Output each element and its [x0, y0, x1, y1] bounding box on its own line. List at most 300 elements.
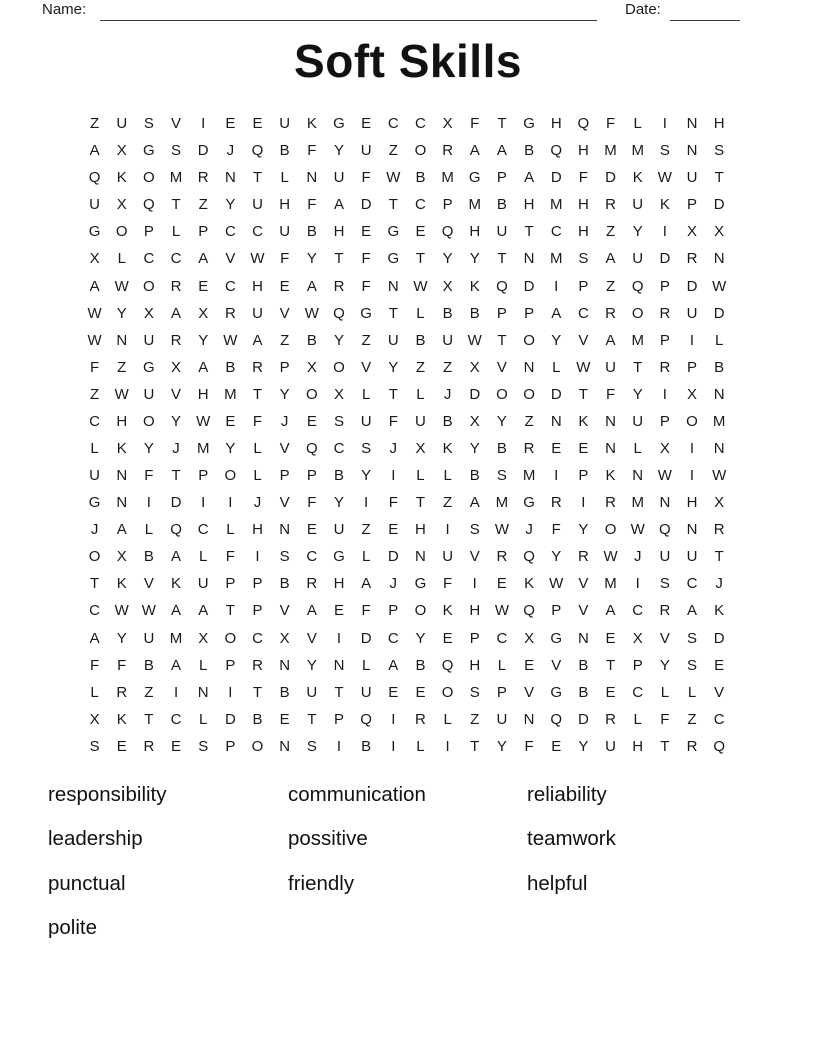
grid-letter: S: [198, 737, 209, 755]
grid-letter: P: [524, 304, 535, 322]
grid-letter: A: [524, 169, 535, 187]
grid-letter: Q: [333, 304, 345, 322]
grid-letter: B: [333, 467, 344, 485]
grid-letter: P: [388, 602, 399, 620]
grid-letter: D: [387, 548, 399, 566]
grid-letter: A: [89, 277, 100, 295]
grid-letter: R: [686, 250, 698, 268]
grid-letter: P: [496, 169, 507, 187]
grid-letter: X: [524, 629, 535, 647]
grid-letter: M: [631, 331, 644, 349]
grid-letter: Y: [496, 737, 507, 755]
grid-letter: X: [116, 196, 127, 214]
grid-letter: N: [605, 439, 616, 457]
grid-letter: Z: [443, 358, 453, 376]
grid-letter: D: [469, 385, 481, 403]
grid-letter: E: [388, 521, 399, 539]
grid-letter: X: [714, 494, 725, 512]
grid-letter: R: [197, 169, 209, 187]
grid-letter: C: [333, 439, 345, 457]
grid-letter: J: [172, 439, 180, 457]
grid-letter: J: [443, 385, 452, 403]
grid-letter: U: [632, 196, 644, 214]
grid-letter: Q: [441, 223, 454, 241]
grid-letter: Z: [361, 331, 371, 349]
grid-letter: M: [604, 142, 617, 160]
grid-letter: L: [633, 710, 642, 728]
grid-letter: Y: [578, 521, 589, 539]
word-list-column: [527, 773, 616, 906]
grid-letter: Y: [333, 142, 344, 160]
grid-letter: K: [442, 439, 453, 457]
grid-letter: H: [252, 277, 263, 295]
grid-letter: U: [143, 385, 155, 403]
grid-letter: T: [415, 250, 426, 268]
grid-letter: F: [578, 169, 588, 187]
grid-letter: J: [715, 575, 723, 593]
grid-letter: N: [577, 629, 589, 647]
grid-letter: P: [578, 277, 589, 295]
grid-letter: E: [605, 629, 616, 647]
grid-letter: B: [442, 304, 453, 322]
grid-letter: G: [333, 115, 345, 133]
word-list-item: leadership: [48, 827, 143, 851]
grid-letter: R: [659, 602, 671, 620]
grid-letter: H: [469, 223, 481, 241]
grid-letter: A: [388, 656, 399, 674]
grid-letter: R: [523, 439, 535, 457]
grid-letter: C: [224, 277, 236, 295]
grid-letter: Q: [88, 169, 101, 187]
grid-letter: Z: [198, 196, 208, 214]
grid-letter: A: [89, 629, 100, 647]
grid-letter: F: [605, 115, 616, 133]
grid-letter: Q: [251, 142, 264, 160]
grid-letter: E: [252, 115, 263, 133]
grid-letter: J: [90, 521, 99, 539]
date-blank-line: [670, 1, 740, 21]
grid-letter: P: [225, 575, 236, 593]
grid-letter: I: [445, 737, 450, 755]
grid-letter: Q: [550, 710, 563, 728]
name-label: Name:: [42, 1, 87, 18]
grid-letter: Y: [469, 439, 480, 457]
grid-letter: U: [252, 196, 263, 214]
grid-letter: A: [171, 602, 182, 620]
grid-letter: Z: [280, 331, 290, 349]
grid-letter: H: [116, 412, 128, 430]
grid-letter: Y: [279, 385, 290, 403]
grid-letter: G: [468, 169, 481, 187]
grid-letter: C: [252, 629, 263, 647]
grid-letter: P: [225, 656, 236, 674]
grid-letter: H: [523, 196, 535, 214]
grid-letter: Q: [523, 602, 535, 620]
grid-letter: I: [336, 629, 342, 647]
grid-letter: B: [496, 439, 507, 457]
grid-letter: G: [88, 494, 101, 512]
grid-letter: Z: [605, 223, 616, 241]
grid-letter: L: [361, 385, 371, 403]
grid-letter: C: [686, 575, 698, 593]
grid-letter: D: [686, 277, 698, 295]
grid-letter: E: [415, 223, 426, 241]
grid-letter: L: [497, 656, 507, 674]
grid-letter: X: [143, 304, 154, 322]
grid-letter: M: [549, 250, 563, 268]
grid-letter: W: [712, 467, 727, 485]
grid-letter: N: [306, 169, 318, 187]
word-list-item: polite: [48, 916, 98, 940]
grid-letter: C: [252, 223, 263, 241]
grid-letter: R: [170, 277, 182, 295]
grid-letter: C: [577, 304, 589, 322]
grid-letter: N: [605, 412, 616, 430]
grid-letter: F: [361, 602, 371, 620]
grid-letter: F: [307, 142, 317, 160]
grid-letter: L: [90, 439, 99, 457]
word-list-column: [288, 773, 426, 906]
grid-letter: C: [224, 223, 236, 241]
grid-letter: D: [550, 169, 562, 187]
grid-letter: U: [360, 683, 372, 701]
grid-letter: H: [252, 521, 263, 539]
grid-letter: O: [523, 331, 535, 349]
grid-letter: B: [524, 142, 535, 160]
grid-letter: T: [415, 494, 426, 512]
grid-letter: F: [660, 710, 670, 728]
page-title: Soft Skills: [294, 35, 522, 87]
date-label: Date:: [625, 1, 661, 18]
word-list-item: teamwork: [527, 827, 616, 851]
grid-letter: O: [88, 548, 101, 566]
grid-letter: E: [279, 277, 290, 295]
grid-letter: F: [89, 358, 100, 376]
grid-letter: E: [496, 575, 507, 593]
grid-letter: N: [686, 521, 698, 539]
grid-letter: I: [391, 710, 396, 728]
grid-letter: P: [469, 629, 480, 647]
grid-letter: R: [605, 710, 616, 728]
grid-letter: R: [224, 304, 236, 322]
grid-letter: P: [687, 358, 698, 376]
grid-letter: T: [714, 169, 724, 187]
grid-letter: P: [252, 575, 263, 593]
grid-letter: F: [388, 412, 398, 430]
grid-letter: K: [714, 602, 725, 620]
grid-letter: C: [496, 629, 508, 647]
grid-letter: R: [252, 656, 263, 674]
grid-letter: I: [581, 494, 586, 512]
grid-letter: A: [469, 142, 480, 160]
grid-letter: U: [605, 737, 616, 755]
grid-letter: Z: [388, 142, 398, 160]
grid-letter: C: [713, 710, 725, 728]
word-list: [0, 773, 816, 973]
grid-letter: Y: [116, 629, 127, 647]
grid-letter: Y: [659, 656, 670, 674]
grid-letter: X: [198, 304, 209, 322]
grid-letter: U: [496, 223, 508, 241]
grid-letter: V: [143, 575, 154, 593]
grid-letter: Q: [713, 737, 725, 755]
grid-letter: B: [714, 358, 725, 376]
grid-letter: S: [361, 439, 372, 457]
grid-letter: U: [659, 548, 671, 566]
grid-letter: J: [389, 575, 398, 593]
grid-letter: C: [306, 548, 318, 566]
grid-letter: R: [577, 548, 589, 566]
grid-letter: X: [171, 358, 182, 376]
grid-letter: D: [713, 196, 725, 214]
grid-letter: V: [171, 385, 182, 403]
grid-letter: L: [253, 467, 262, 485]
grid-letter: F: [225, 548, 235, 566]
grid-letter: F: [117, 656, 127, 674]
grid-letter: D: [523, 277, 535, 295]
grid-letter: T: [307, 710, 317, 728]
grid-letter: Y: [551, 331, 562, 349]
grid-letter: K: [116, 439, 127, 457]
grid-letter: B: [143, 548, 154, 566]
grid-letter: M: [631, 494, 644, 512]
grid-letter: G: [360, 304, 372, 322]
grid-letter: U: [143, 331, 155, 349]
grid-letter: B: [306, 223, 317, 241]
grid-letter: S: [687, 656, 698, 674]
grid-letter: F: [551, 521, 561, 539]
grid-letter: Q: [577, 115, 590, 133]
grid-letter: T: [497, 331, 507, 349]
grid-letter: N: [279, 737, 291, 755]
grid-letter: O: [686, 412, 698, 430]
grid-letter: I: [173, 683, 179, 701]
grid-letter: R: [550, 494, 562, 512]
grid-letter: W: [196, 412, 211, 430]
grid-letter: V: [714, 683, 725, 701]
grid-letter: S: [279, 548, 290, 566]
grid-letter: A: [171, 656, 182, 674]
grid-letter: Q: [170, 521, 182, 539]
grid-letter: Q: [523, 548, 535, 566]
grid-letter: V: [279, 304, 290, 322]
grid-letter: A: [171, 548, 182, 566]
grid-letter: V: [578, 331, 589, 349]
grid-letter: L: [253, 439, 262, 457]
grid-letter: U: [442, 331, 454, 349]
grid-letter: F: [280, 250, 290, 268]
grid-letter: Q: [496, 277, 508, 295]
grid-letter: K: [605, 467, 616, 485]
grid-letter: V: [524, 683, 535, 701]
word-list-item: communication: [288, 783, 426, 806]
grid-letter: K: [469, 277, 480, 295]
grid-letter: K: [659, 196, 670, 214]
grid-letter: H: [577, 196, 589, 214]
grid-letter: D: [224, 710, 236, 728]
grid-letter: L: [144, 521, 154, 539]
grid-letter: S: [306, 737, 317, 755]
grid-letter: V: [225, 250, 236, 268]
grid-letter: G: [333, 548, 345, 566]
grid-letter: W: [630, 521, 645, 539]
grid-letter: P: [632, 656, 643, 674]
grid-letter: W: [467, 331, 482, 349]
grid-letter: E: [198, 277, 209, 295]
grid-letter: G: [523, 115, 535, 133]
grid-letter: Z: [117, 358, 127, 376]
grid-letter: P: [551, 602, 562, 620]
grid-letter: I: [662, 385, 667, 403]
grid-letter: P: [198, 467, 209, 485]
grid-letter: W: [114, 385, 129, 403]
grid-letter: C: [632, 683, 644, 701]
grid-letter: Y: [198, 331, 209, 349]
grid-letter: N: [415, 548, 426, 566]
grid-letter: F: [307, 494, 317, 512]
grid-letter: A: [605, 331, 616, 349]
grid-letter: D: [360, 629, 372, 647]
grid-letter: N: [523, 710, 535, 728]
grid-letter: E: [225, 115, 236, 133]
grid-letter: P: [225, 737, 236, 755]
grid-letter: L: [361, 548, 371, 566]
grid-letter: T: [171, 467, 181, 485]
grid-letter: U: [686, 304, 698, 322]
grid-letter: D: [170, 494, 182, 512]
grid-letter: E: [171, 737, 182, 755]
grid-letter: X: [89, 710, 100, 728]
grid-letter: O: [305, 385, 318, 403]
grid-letter: L: [199, 710, 208, 728]
grid-letter: E: [714, 656, 725, 674]
grid-letter: K: [116, 710, 127, 728]
grid-letter: P: [442, 196, 453, 214]
grid-letter: A: [551, 304, 562, 322]
grid-letter: X: [333, 385, 344, 403]
grid-letter: Y: [143, 439, 154, 457]
grid-letter: M: [441, 169, 454, 187]
grid-letter: O: [604, 521, 617, 539]
grid-letter: W: [114, 602, 129, 620]
grid-letter: W: [413, 277, 428, 295]
grid-letter: Q: [550, 142, 563, 160]
grid-letter: J: [226, 142, 235, 160]
grid-letter: S: [469, 521, 480, 539]
grid-letter: B: [469, 304, 480, 322]
grid-letter: E: [306, 521, 317, 539]
grid-letter: O: [631, 304, 644, 322]
grid-letter: D: [197, 142, 209, 160]
grid-letter: P: [306, 467, 317, 485]
grid-letter: W: [87, 331, 102, 349]
grid-letter: N: [550, 412, 562, 430]
grid-letter: L: [416, 467, 425, 485]
grid-letter: N: [686, 115, 698, 133]
grid-letter: U: [686, 169, 698, 187]
grid-letter: I: [228, 683, 233, 701]
grid-letter: D: [713, 629, 725, 647]
grid-letter: O: [224, 629, 237, 647]
grid-letter: U: [279, 115, 291, 133]
grid-letter: M: [549, 196, 563, 214]
grid-letter: S: [659, 142, 670, 160]
word-list-item: helpful: [527, 871, 588, 895]
grid-letter: J: [525, 521, 533, 539]
grid-letter: B: [578, 683, 589, 701]
grid-letter: T: [144, 710, 154, 728]
grid-letter: E: [116, 737, 127, 755]
grid-letter: Y: [632, 223, 643, 241]
grid-letter: U: [686, 548, 698, 566]
grid-letter: L: [90, 683, 99, 701]
grid-letter: N: [713, 439, 725, 457]
grid-letter: M: [169, 169, 183, 187]
grid-letter: K: [524, 575, 535, 593]
grid-letter: K: [171, 575, 182, 593]
grid-letter: C: [550, 223, 562, 241]
grid-letter: E: [361, 223, 372, 241]
grid-letter: M: [196, 439, 210, 457]
grid-letter: L: [226, 521, 235, 539]
grid-letter: T: [633, 358, 643, 376]
grid-letter: H: [469, 656, 481, 674]
grid-letter: X: [198, 629, 209, 647]
grid-letter: N: [116, 467, 128, 485]
grid-letter: C: [89, 602, 100, 620]
grid-letter: W: [87, 304, 102, 322]
grid-letter: U: [333, 521, 345, 539]
grid-letter: T: [89, 575, 100, 593]
grid-letter: D: [659, 250, 671, 268]
grid-letter: Y: [361, 467, 372, 485]
grid-letter: G: [387, 250, 400, 268]
grid-letter: U: [360, 142, 372, 160]
grid-letter: P: [578, 467, 589, 485]
grid-letter: O: [523, 385, 535, 403]
grid-letter: Y: [225, 439, 236, 457]
grid-letter: T: [497, 250, 507, 268]
grid-letter: X: [714, 223, 725, 241]
grid-letter: H: [333, 575, 345, 593]
grid-letter: L: [443, 710, 452, 728]
grid-letter: S: [714, 142, 725, 160]
grid-letter: L: [171, 223, 181, 241]
grid-letter: G: [88, 223, 101, 241]
grid-letter: A: [687, 602, 698, 620]
grid-letter: I: [635, 575, 640, 593]
grid-letter: Q: [360, 710, 372, 728]
grid-letter: O: [251, 737, 264, 755]
grid-letter: E: [524, 656, 535, 674]
grid-letter: D: [577, 710, 589, 728]
grid-letter: H: [197, 385, 209, 403]
grid-letter: B: [306, 331, 317, 349]
grid-letter: R: [659, 304, 671, 322]
grid-letter: G: [414, 575, 427, 593]
grid-letter: O: [496, 385, 508, 403]
grid-letter: M: [224, 385, 237, 403]
grid-letter: A: [306, 277, 317, 295]
grid-letter: L: [117, 250, 126, 268]
grid-letter: T: [388, 304, 398, 322]
grid-letter: Z: [89, 115, 100, 133]
grid-letter: P: [659, 331, 670, 349]
grid-letter: W: [657, 169, 672, 187]
grid-letter: Q: [631, 277, 644, 295]
grid-letter: V: [171, 115, 182, 133]
word-list-item: responsibility: [48, 783, 167, 806]
